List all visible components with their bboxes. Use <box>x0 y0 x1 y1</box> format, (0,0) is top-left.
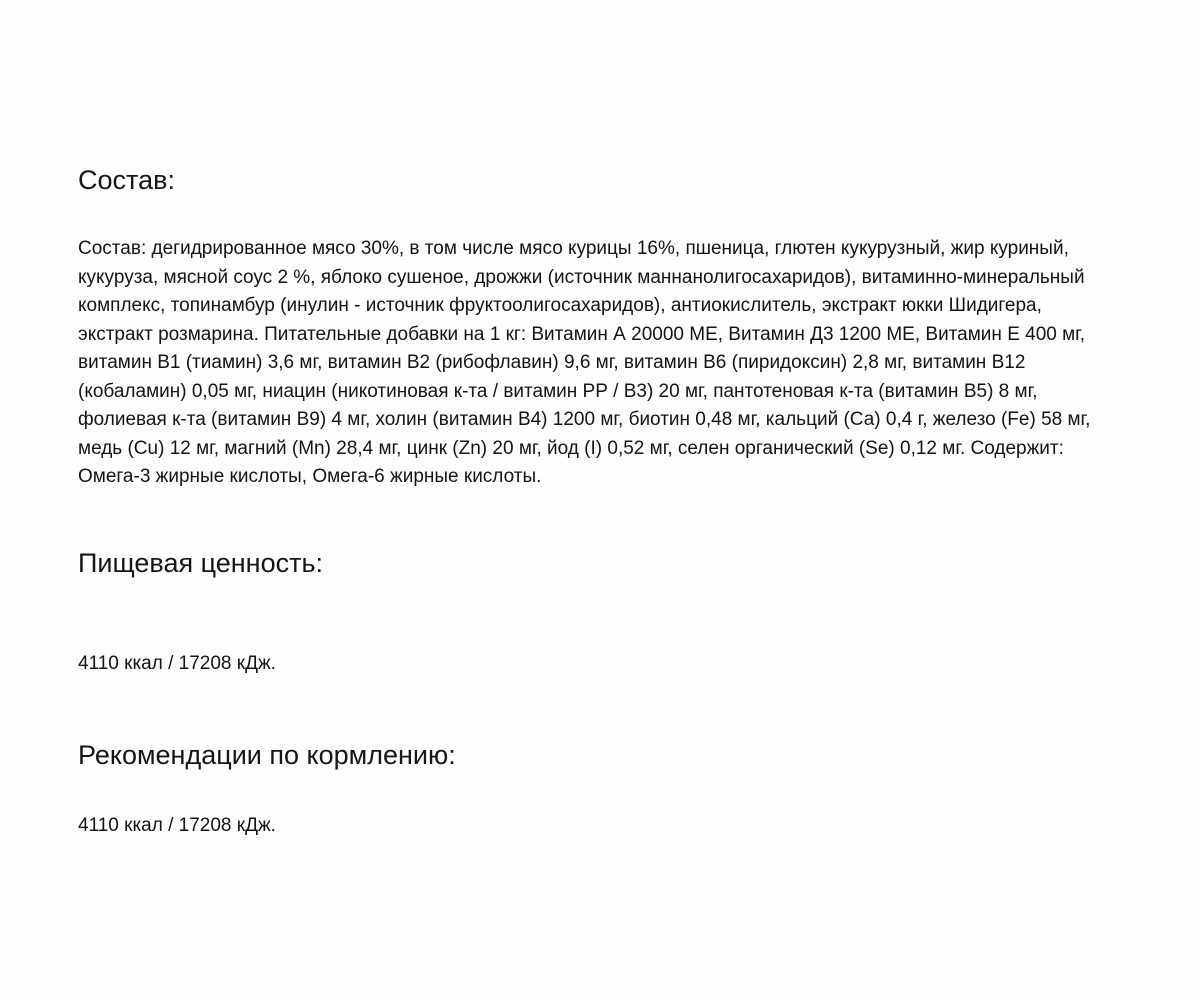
nutrition-text: 4110 ккал / 17208 кДж. <box>78 653 276 674</box>
composition-text: Состав: дегидрированное мясо 30%, в том числе мясо курицы 16%, пшеница, глютен кукурузный, жир куриный, кукуруза, мясной соус 2 %, яблоко сушеное, дрожжи (источник маннанолигосахаридов), витаминно-минеральный комплекс, топинамбур (инулин - источник фруктоолигосахаридов), антиокислитель, экстракт юкки Шидигера, экстракт розмарина. Питательные добавки на 1 кг: Витамин А 20000 МЕ, Витамин Д3 1200 МЕ, Витамин Е 400 мг, витамин В1 (тиамин) 3,6 мг, витамин В2 (рибофлавин) 9,6 мг, витамин В6 (пиридоксин) 2,8 мг, витамин В12 (кобаламин) 0,05 мг, ниацин (никотиновая к-та / витамин РР / В3) 20 мг, пантотеновая к-та (витамин В5) 8 мг, фолиевая к-та (витамин В9) 4 мг, холин (витамин В4) 1200 мг, биотин 0,48 мг, кальций (Са) 0,4 г, железо (Fe) 58 мг, медь (Cu) 12 мг, магний (Mn) 28,4 мг, цинк (Zn) 20 мг, йод (I) 0,52 мг, селен органический (Se) 0,12 мг. Содержит: Омега-3 жирные кислоты, Омега-6 жирные кислоты. <box>78 238 1091 487</box>
nutrition-heading: Пищевая ценность: <box>78 548 324 578</box>
composition-heading: Состав: <box>78 165 175 195</box>
feeding-heading: Рекомендации по кормлению: <box>78 740 456 770</box>
feeding-text: 4110 ккал / 17208 кДж. <box>78 815 276 836</box>
